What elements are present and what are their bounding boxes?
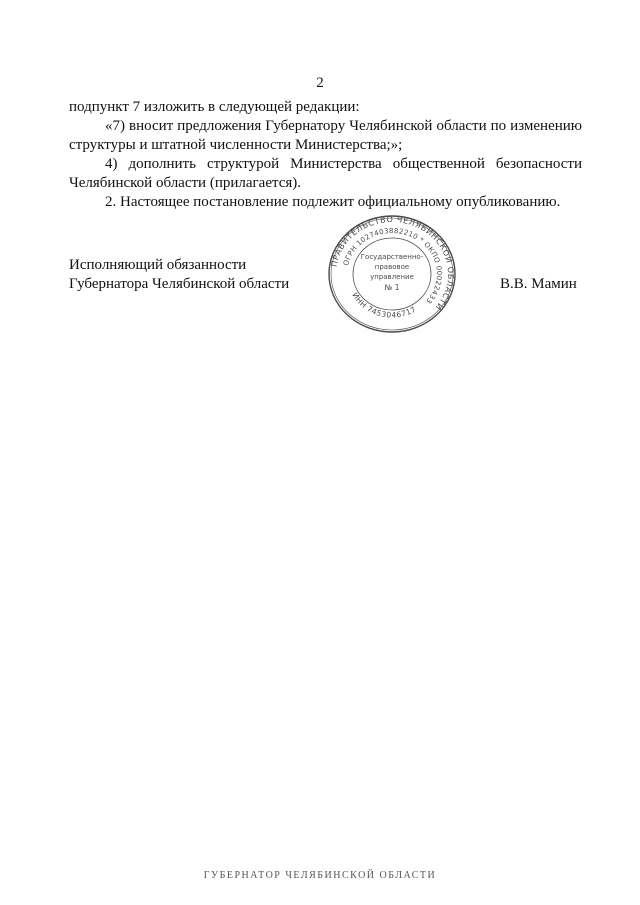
signatory-title-line-1: Исполняющий обязанности — [69, 257, 247, 273]
signatory-title — [69, 256, 289, 294]
page-number: 2 — [316, 75, 324, 91]
svg-text:ИНН 7453046717 — [350, 291, 417, 320]
seal-center-line-3: управление — [370, 273, 414, 281]
signatory-name: В.В. Мамин — [500, 276, 577, 292]
page-footer: ГУБЕРНАТОР ЧЕЛЯБИНСКОЙ ОБЛАСТИ — [203, 870, 437, 881]
seal-stamp-graphic — [327, 214, 457, 334]
seal-center-line-4: № 1 — [384, 283, 400, 292]
official-seal — [327, 214, 457, 334]
document-body — [69, 98, 582, 212]
seal-center-line-1: Государственно- — [360, 253, 424, 261]
seal-bottom-text: ИНН 7453046717 — [350, 290, 418, 320]
seal-inner-text: ОГРН 1027403882210 * ОКПО 00022433 — [342, 226, 444, 306]
seal-outer-text: ПРАВИТЕЛЬСТВО ЧЕЛЯБИНСКОЙ ОБЛАСТИ — [329, 214, 456, 312]
paragraph-point-7-text: «7) вносит предложения Губернатору Челябинской области по изменению структуры и штатной численности Министерства;»; — [69, 118, 582, 153]
paragraph-subpoint-7: подпункт 7 изложить в следующей редакции: — [69, 99, 360, 115]
signatory-title-line-2: Губернатора Челябинской области — [69, 276, 290, 292]
paragraph-point-4: 4) дополнить структурой Министерства общественной безопасности Челябинской области (прилагается). — [69, 156, 582, 191]
seal-center-line-2: правовое — [374, 263, 410, 271]
paragraph-publication: 2. Настоящее постановление подлежит официальному опубликованию. — [105, 194, 561, 210]
